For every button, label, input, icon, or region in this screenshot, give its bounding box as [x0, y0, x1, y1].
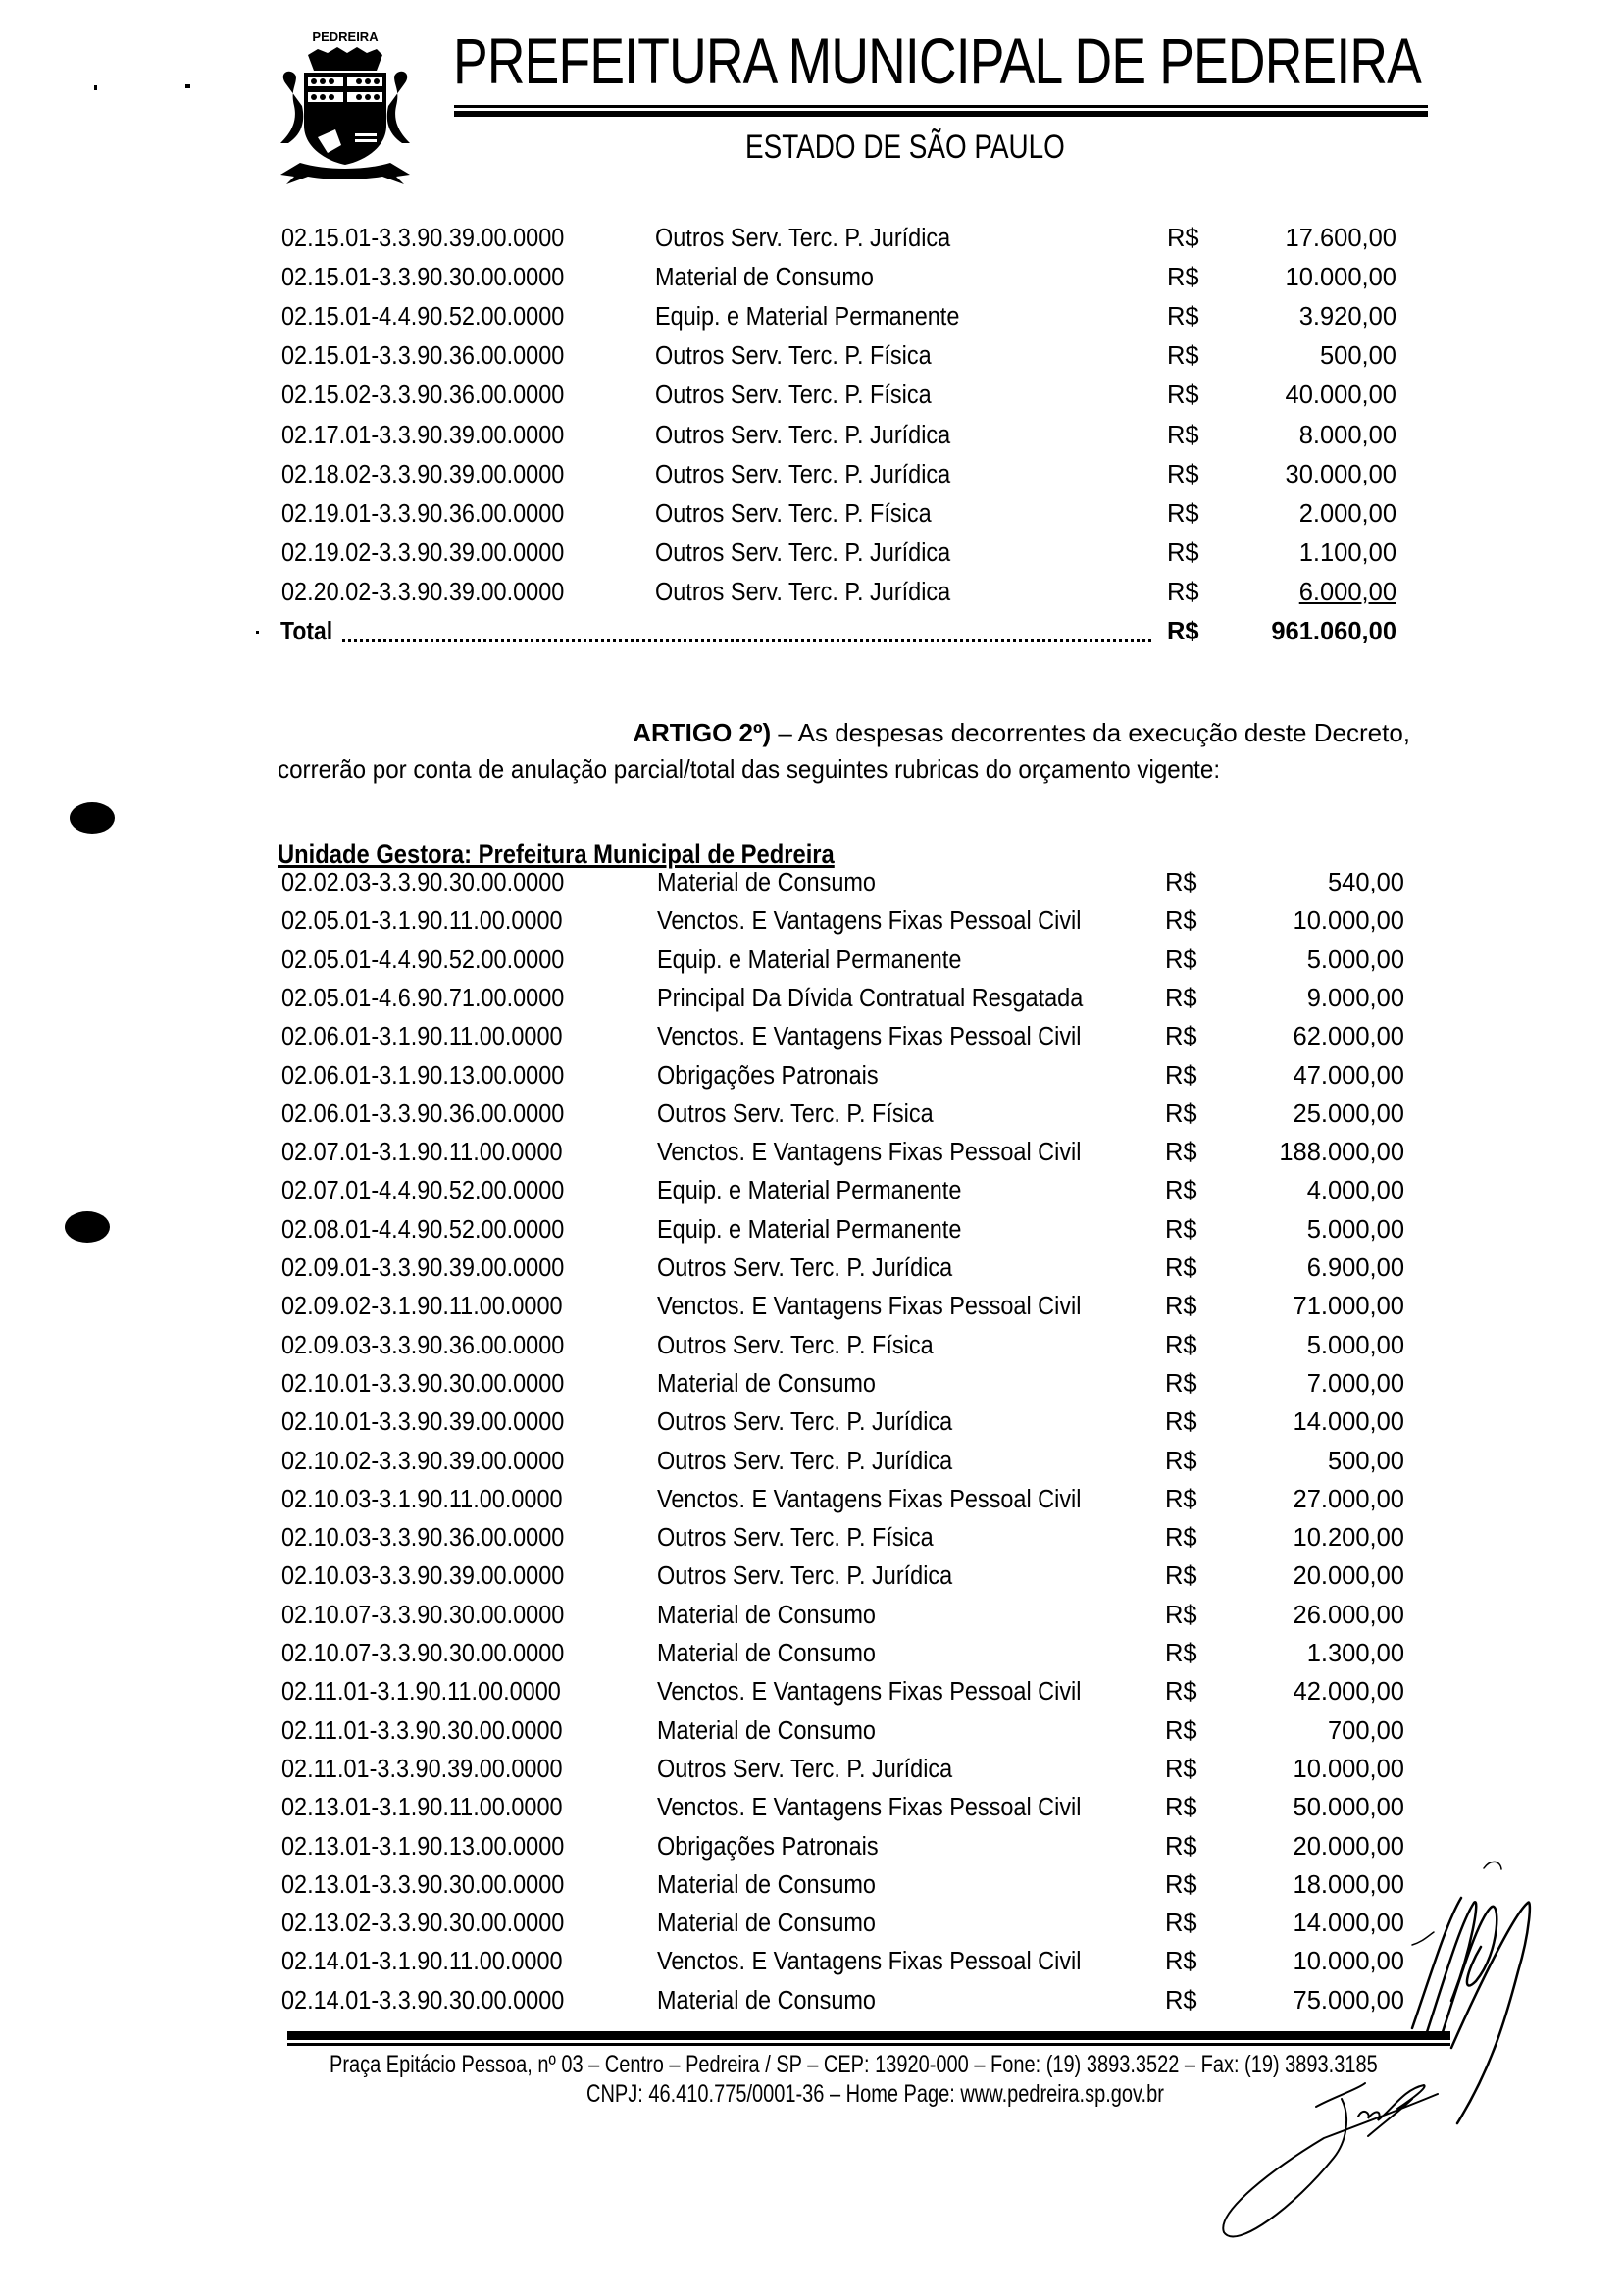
budget-code: 02.14.01-3.3.90.30.00.0000 — [281, 1986, 565, 2015]
expense-description: Outros Serv. Terc. P. Física — [655, 342, 932, 371]
budget-code: 02.13.01-3.1.90.11.00.0000 — [281, 1794, 563, 1822]
dotted-leader — [342, 639, 1151, 642]
budget-code: 02.10.03-3.3.90.39.00.0000 — [281, 1562, 565, 1591]
expense-description: Equip. e Material Permanente — [655, 303, 960, 332]
logo-label: PEDREIRA — [312, 29, 379, 44]
expense-description: Obrigações Patronais — [657, 1832, 879, 1861]
expense-description: Material de Consumo — [657, 1986, 876, 2015]
page-title: PREFEITURA MUNICIPAL DE PEDREIRA — [453, 25, 1422, 97]
budget-code: 02.10.01-3.3.90.39.00.0000 — [281, 1408, 565, 1437]
budget-code: 02.08.01-4.4.90.52.00.0000 — [281, 1215, 565, 1244]
budget-code: 02.13.01-3.1.90.13.00.0000 — [281, 1832, 565, 1861]
budget-code: 02.18.02-3.3.90.39.00.0000 — [281, 460, 565, 488]
amount: 50.000,00 — [1293, 1794, 1404, 1822]
currency-symbol: R$ — [1165, 1832, 1197, 1861]
article-line-2: correrão por conta de anulação parcial/total das seguintes rubricas do orçamento vigente: — [278, 754, 1221, 784]
total-amount: 961.060,00 — [1271, 618, 1396, 645]
budget-code: 02.13.02-3.3.90.30.00.0000 — [281, 1910, 565, 1938]
budget-code: 02.17.01-3.3.90.39.00.0000 — [281, 421, 565, 449]
table-row — [0, 1017, 1624, 1056]
article-label: ARTIGO 2º) — [633, 718, 772, 747]
scan-speck — [185, 84, 190, 88]
footer-divider — [287, 2043, 1450, 2046]
expense-description: Venctos. E Vantagens Fixas Pessoal Civil — [657, 907, 1082, 936]
table-row — [0, 416, 1624, 455]
coat-of-arms-icon — [267, 27, 424, 184]
budget-code: 02.05.01-4.6.90.71.00.0000 — [281, 984, 565, 1012]
amount: 5.000,00 — [1306, 1331, 1404, 1359]
table-row — [0, 1981, 1624, 2020]
table-row — [0, 1634, 1624, 1673]
table-row — [0, 1556, 1624, 1596]
currency-symbol: R$ — [1167, 460, 1199, 488]
currency-symbol: R$ — [1165, 1870, 1197, 1899]
expense-description: Equip. e Material Permanente — [657, 1177, 962, 1205]
expense-description: Outros Serv. Terc. P. Física — [655, 382, 932, 410]
budget-code: 02.06.01-3.1.90.11.00.0000 — [281, 1023, 563, 1051]
table-row — [0, 863, 1624, 902]
amount: 42.000,00 — [1293, 1678, 1404, 1707]
amount: 75.000,00 — [1293, 1986, 1404, 2015]
amount: 18.000,00 — [1293, 1870, 1404, 1899]
currency-symbol: R$ — [1165, 1215, 1197, 1244]
table-row — [0, 1171, 1624, 1210]
expense-description: Equip. e Material Permanente — [657, 945, 962, 974]
currency-symbol: R$ — [1165, 1408, 1197, 1437]
currency-symbol: R$ — [1165, 1061, 1197, 1090]
amount: 188.000,00 — [1279, 1139, 1404, 1167]
currency-symbol: R$ — [1165, 1369, 1197, 1398]
expense-description: Material de Consumo — [657, 1870, 876, 1899]
expense-description: Venctos. E Vantagens Fixas Pessoal Civil — [657, 1023, 1082, 1051]
header-divider — [454, 111, 1428, 117]
amount: 14.000,00 — [1293, 1910, 1404, 1938]
table-row — [0, 1442, 1624, 1481]
budget-code: 02.06.01-3.1.90.13.00.0000 — [281, 1061, 565, 1090]
budget-code: 02.19.01-3.3.90.36.00.0000 — [281, 499, 565, 528]
expense-description: Outros Serv. Terc. P. Jurídica — [655, 578, 951, 606]
expense-description: Outros Serv. Terc. P. Jurídica — [657, 1447, 953, 1475]
expense-description: Outros Serv. Terc. P. Jurídica — [657, 1254, 953, 1282]
amount: 10.000,00 — [1293, 907, 1404, 936]
page-subtitle: ESTADO DE SÃO PAULO — [745, 128, 1065, 166]
budget-code: 02.07.01-3.1.90.11.00.0000 — [281, 1139, 563, 1167]
currency-symbol: R$ — [1165, 1910, 1197, 1938]
footer-divider — [287, 2031, 1450, 2040]
table-row — [0, 1750, 1624, 1789]
budget-code: 02.07.01-4.4.90.52.00.0000 — [281, 1177, 565, 1205]
currency-symbol: R$ — [1167, 342, 1199, 371]
expense-description: Outros Serv. Terc. P. Jurídica — [657, 1562, 953, 1591]
expense-description: Material de Consumo — [657, 1716, 876, 1745]
expense-description: Material de Consumo — [657, 1369, 876, 1398]
expense-description: Venctos. E Vantagens Fixas Pessoal Civil — [657, 1293, 1082, 1321]
currency-symbol: R$ — [1167, 538, 1199, 567]
budget-code: 02.11.01-3.3.90.30.00.0000 — [281, 1716, 563, 1745]
budget-code: 02.11.01-3.1.90.11.00.0000 — [281, 1678, 561, 1707]
currency-symbol: R$ — [1165, 1640, 1197, 1667]
total-label: Total — [280, 618, 333, 645]
budget-code: 02.09.03-3.3.90.36.00.0000 — [281, 1331, 565, 1359]
budget-code: 02.14.01-3.1.90.11.00.0000 — [281, 1948, 563, 1976]
expense-description: Principal Da Dívida Contratual Resgatada — [657, 984, 1084, 1012]
table-row — [0, 1364, 1624, 1403]
expense-description: Venctos. E Vantagens Fixas Pessoal Civil — [657, 1139, 1082, 1167]
amount: 500,00 — [1320, 342, 1396, 371]
expense-description: Venctos. E Vantagens Fixas Pessoal Civil — [657, 1794, 1082, 1822]
expense-description: Material de Consumo — [657, 1910, 876, 1938]
budget-code: 02.06.01-3.3.90.36.00.0000 — [281, 1099, 565, 1128]
currency-symbol: R$ — [1165, 1601, 1197, 1629]
currency-symbol: R$ — [1167, 618, 1199, 645]
budget-code: 02.13.01-3.3.90.30.00.0000 — [281, 1870, 565, 1899]
table-row — [0, 979, 1624, 1018]
currency-symbol: R$ — [1165, 984, 1197, 1012]
budget-code: 02.15.01-3.3.90.30.00.0000 — [281, 264, 565, 292]
expense-description: Material de Consumo — [657, 869, 876, 896]
amount: 27.000,00 — [1293, 1485, 1404, 1513]
currency-symbol: R$ — [1165, 1293, 1197, 1321]
amount: 5.000,00 — [1306, 1215, 1404, 1244]
amount: 1.100,00 — [1298, 538, 1396, 567]
table-row — [0, 1056, 1624, 1096]
currency-symbol: R$ — [1165, 1023, 1197, 1051]
table-row — [0, 1672, 1624, 1711]
expense-description: Venctos. E Vantagens Fixas Pessoal Civil — [657, 1485, 1082, 1513]
article-text: – As despesas decorrentes da execução deste Decreto, — [771, 718, 1410, 747]
table-row — [0, 901, 1624, 941]
currency-symbol: R$ — [1165, 1716, 1197, 1745]
table-row — [0, 1095, 1624, 1134]
amount: 17.600,00 — [1285, 225, 1396, 252]
table-row — [0, 1403, 1624, 1442]
currency-symbol: R$ — [1167, 421, 1199, 449]
budget-code: 02.19.02-3.3.90.39.00.0000 — [281, 538, 565, 567]
amount: 8.000,00 — [1298, 421, 1396, 449]
table-row — [0, 1249, 1624, 1288]
expense-description: Obrigações Patronais — [657, 1061, 879, 1090]
expense-description: Outros Serv. Terc. P. Jurídica — [655, 421, 951, 449]
budget-code: 02.15.01-3.3.90.39.00.0000 — [281, 225, 565, 252]
expense-description: Material de Consumo — [657, 1601, 876, 1629]
expense-description: Outros Serv. Terc. P. Jurídica — [657, 1408, 953, 1437]
table-row — [0, 376, 1624, 415]
budget-code: 02.20.02-3.3.90.39.00.0000 — [281, 578, 565, 606]
table-row — [0, 1326, 1624, 1365]
expense-description: Outros Serv. Terc. P. Jurídica — [655, 460, 951, 488]
currency-symbol: R$ — [1165, 945, 1197, 974]
amount: 500,00 — [1328, 1447, 1404, 1475]
amount: 4.000,00 — [1306, 1177, 1404, 1205]
currency-symbol: R$ — [1165, 1562, 1197, 1591]
budget-code: 02.02.03-3.3.90.30.00.0000 — [281, 869, 565, 896]
expense-description: Equip. e Material Permanente — [657, 1215, 962, 1244]
budget-code: 02.09.01-3.3.90.39.00.0000 — [281, 1254, 565, 1282]
expense-description: Outros Serv. Terc. P. Física — [657, 1331, 934, 1359]
currency-symbol: R$ — [1167, 303, 1199, 332]
currency-symbol: R$ — [1165, 1678, 1197, 1707]
table-row — [0, 455, 1624, 494]
amount: 47.000,00 — [1293, 1061, 1404, 1090]
total-row — [0, 612, 1624, 651]
budget-code: 02.10.03-3.1.90.11.00.0000 — [281, 1485, 563, 1513]
budget-code: 02.11.01-3.3.90.39.00.0000 — [281, 1755, 563, 1783]
budget-code: 02.15.01-3.3.90.36.00.0000 — [281, 342, 565, 371]
currency-symbol: R$ — [1165, 1755, 1197, 1783]
budget-code: 02.15.01-4.4.90.52.00.0000 — [281, 303, 565, 332]
hole-punch-mark — [70, 802, 115, 834]
budget-code: 02.10.07-3.3.90.30.00.0000 — [281, 1640, 565, 1667]
table-row — [0, 297, 1624, 336]
currency-symbol: R$ — [1165, 1485, 1197, 1513]
article-line-1 — [278, 715, 1410, 750]
budget-code: 02.15.02-3.3.90.36.00.0000 — [281, 382, 565, 410]
table-row — [0, 1480, 1624, 1519]
amount: 5.000,00 — [1306, 945, 1404, 974]
expense-description: Outros Serv. Terc. P. Jurídica — [655, 538, 951, 567]
table-row — [0, 1133, 1624, 1172]
amount: 20.000,00 — [1293, 1832, 1404, 1861]
table-row — [0, 1865, 1624, 1905]
table-row — [0, 941, 1624, 980]
table-row — [0, 336, 1624, 376]
amount: 26.000,00 — [1293, 1601, 1404, 1629]
currency-symbol: R$ — [1165, 1177, 1197, 1205]
table-row — [0, 573, 1624, 612]
amount: 25.000,00 — [1293, 1099, 1404, 1128]
currency-symbol: R$ — [1167, 499, 1199, 528]
table-row — [0, 494, 1624, 534]
amount: 3.920,00 — [1298, 303, 1396, 332]
expense-description: Outros Serv. Terc. P. Jurídica — [655, 225, 951, 252]
amount: 30.000,00 — [1285, 460, 1396, 488]
currency-symbol: R$ — [1165, 907, 1197, 936]
table-row — [0, 219, 1624, 258]
currency-symbol: R$ — [1167, 264, 1199, 292]
currency-symbol: R$ — [1165, 1447, 1197, 1475]
table-row — [0, 1904, 1624, 1943]
table-row — [0, 1210, 1624, 1250]
amount: 71.000,00 — [1293, 1293, 1404, 1321]
amount: 10.000,00 — [1293, 1948, 1404, 1976]
amount: 10.200,00 — [1293, 1524, 1404, 1553]
expense-description: Material de Consumo — [655, 264, 874, 292]
scan-speck — [94, 85, 97, 90]
amount: 10.000,00 — [1285, 264, 1396, 292]
amount: 540,00 — [1328, 869, 1404, 896]
table-row — [0, 1942, 1624, 1981]
currency-symbol: R$ — [1165, 1948, 1197, 1976]
expense-description: Outros Serv. Terc. P. Jurídica — [657, 1755, 953, 1783]
amount: 9.000,00 — [1306, 984, 1404, 1012]
table-row — [0, 534, 1624, 573]
currency-symbol: R$ — [1165, 1986, 1197, 2015]
amount: 7.000,00 — [1306, 1369, 1404, 1398]
currency-symbol: R$ — [1165, 1331, 1197, 1359]
currency-symbol: R$ — [1165, 1254, 1197, 1282]
budget-code: 02.09.02-3.1.90.11.00.0000 — [281, 1293, 563, 1321]
unit-heading: Unidade Gestora: Prefeitura Municipal de Pedreira — [278, 840, 835, 869]
footer-address: Praça Epitácio Pessoa, nº 03 – Centro – Pedreira / SP – CEP: 13920-000 – Fone: (19) 3893.3522 – Fax: (19) 3893.3185 — [330, 2051, 1378, 2078]
currency-symbol: R$ — [1165, 1139, 1197, 1167]
amount: 10.000,00 — [1293, 1755, 1404, 1783]
amount: 20.000,00 — [1293, 1562, 1404, 1591]
table-row — [0, 1711, 1624, 1751]
currency-symbol: R$ — [1165, 1099, 1197, 1128]
amount: 62.000,00 — [1293, 1023, 1404, 1051]
expense-description: Material de Consumo — [657, 1640, 876, 1667]
budget-code: 02.10.01-3.3.90.30.00.0000 — [281, 1369, 565, 1398]
expense-description: Outros Serv. Terc. P. Física — [657, 1524, 934, 1553]
amount: 6.000,00 — [1298, 578, 1396, 606]
table-row — [0, 258, 1624, 297]
expense-description: Outros Serv. Terc. P. Física — [655, 499, 932, 528]
expense-description: Venctos. E Vantagens Fixas Pessoal Civil — [657, 1948, 1082, 1976]
expense-description: Outros Serv. Terc. P. Física — [657, 1099, 934, 1128]
table-row — [0, 1518, 1624, 1557]
budget-code: 02.10.03-3.3.90.36.00.0000 — [281, 1524, 565, 1553]
budget-code: 02.05.01-3.1.90.11.00.0000 — [281, 907, 563, 936]
budget-code: 02.10.02-3.3.90.39.00.0000 — [281, 1447, 565, 1475]
amount: 1.300,00 — [1306, 1640, 1404, 1667]
expense-description: Venctos. E Vantagens Fixas Pessoal Civil — [657, 1678, 1082, 1707]
currency-symbol: R$ — [1167, 578, 1199, 606]
currency-symbol: R$ — [1167, 382, 1199, 410]
table-row — [0, 1596, 1624, 1635]
currency-symbol: R$ — [1167, 225, 1199, 252]
currency-symbol: R$ — [1165, 1524, 1197, 1553]
table-row — [0, 1287, 1624, 1326]
table-row — [0, 1827, 1624, 1866]
budget-code: 02.10.07-3.3.90.30.00.0000 — [281, 1601, 565, 1629]
amount: 6.900,00 — [1306, 1254, 1404, 1282]
header-divider — [454, 105, 1428, 108]
amount: 14.000,00 — [1293, 1408, 1404, 1437]
amount: 2.000,00 — [1298, 499, 1396, 528]
currency-symbol: R$ — [1165, 1794, 1197, 1822]
footer-cnpj: CNPJ: 46.410.775/0001-36 – Home Page: www.pedreira.sp.gov.br — [586, 2080, 1164, 2108]
amount: 700,00 — [1328, 1716, 1404, 1745]
budget-code: 02.05.01-4.4.90.52.00.0000 — [281, 945, 565, 974]
currency-symbol: R$ — [1165, 869, 1197, 896]
table-row — [0, 1788, 1624, 1827]
amount: 40.000,00 — [1285, 382, 1396, 410]
